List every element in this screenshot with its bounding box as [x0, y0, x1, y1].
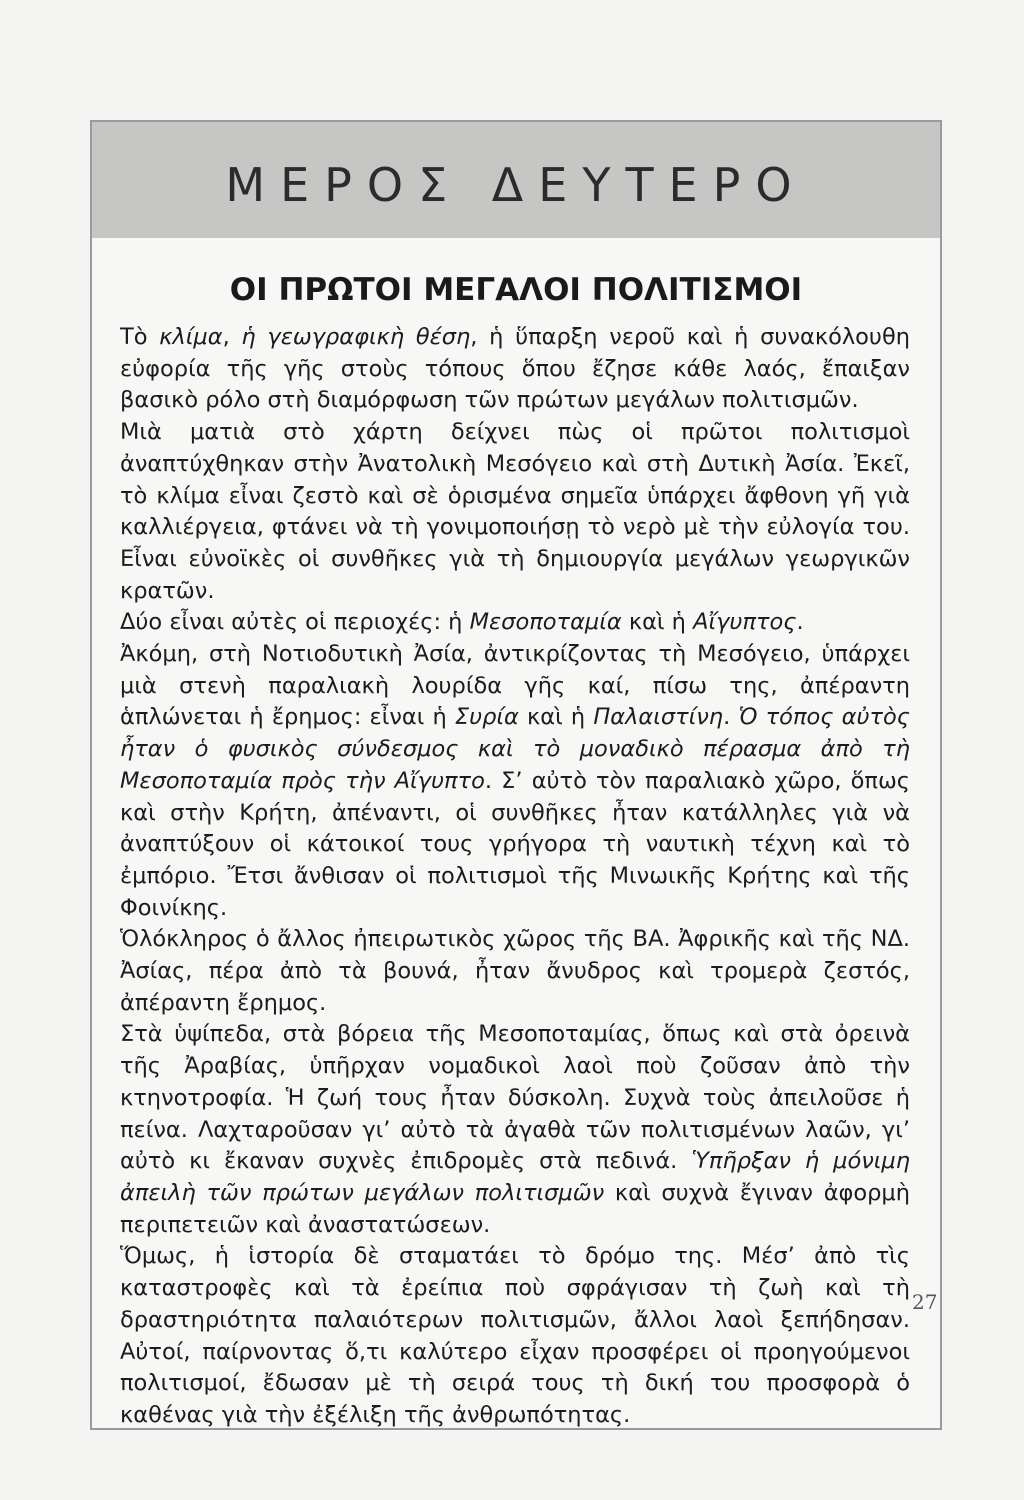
- paragraph: [120, 607, 910, 639]
- paragraph: [120, 1019, 910, 1241]
- emphasized-term: Αἴγυπτος: [693, 609, 797, 636]
- paragraph: [120, 322, 910, 417]
- emphasized-term: Συρία: [454, 704, 519, 731]
- paragraph: [120, 1241, 910, 1431]
- text-run: Δύο εἶναι αὐτὲς οἱ περιοχές: ἡ: [120, 609, 470, 636]
- text-run: , ἡ ὕπαρξη νεροῦ καὶ ἡ συνακόλουθη εὐφορία τῆς γῆς στοὺς τόπους ὅπου ἔζησε κάθε λαός, ἔπαιξαν βασικὸ ρόλο στὴ διαμόρφωση τῶν πρώτων μεγάλων πολιτισμῶν.: [120, 324, 910, 414]
- text-run: .: [796, 609, 804, 636]
- emphasized-term: κλίμα: [159, 324, 223, 350]
- page-number: 27: [912, 1290, 938, 1314]
- emphasized-term: Μεσοποταμία: [469, 609, 622, 636]
- text-run: Ἀκόμη, στὴ Νοτιοδυτικὴ Ἀσία, ἀντικρίζοντας τὴ Μεσόγειο, ὑπάρχει μιὰ στενὴ παραλιακὴ λουρίδα γῆς καί, πίσω της, ἀπέραντη ἁπλώνεται ἡ ἔρημος: εἶναι ἡ: [120, 641, 910, 731]
- emphasized-term: Παλαιστίνη: [593, 704, 724, 731]
- text-run: καὶ ἡ: [518, 704, 594, 731]
- section-header-band: [92, 122, 940, 238]
- text-run: Ὁλόκληρος ὁ ἄλλος ἠπειρωτικὸς χῶρος τῆς ΒΑ. Ἀφρικῆς καὶ τῆς ΝΔ. Ἀσίας, πέρα ἀπὸ τὰ βουνά, ἦταν ἄνυδρος καὶ τρομερὰ ζεστός, ἀπέραντη ἔρημος.: [120, 926, 910, 1016]
- text-run: Ὅμως, ἡ ἱστορία δὲ σταματάει τὸ δρόμο της. Μέσ’ ἀπὸ τὶς καταστροφὲς καὶ τὰ ἐρείπια ποὺ σφράγισαν τὴ ζωὴ καὶ τὴ δραστηριότητα παλαιότερων πολιτισμῶν, ἄλλοι λαοὶ ξεπήδησαν. Αὐτοί, παίρνοντας ὅ,τι καλύτερο εἶχαν προσφέρει οἱ προηγούμενοι πολιτισμοί, ἔδωσαν μὲ τὴ σειρά τους τὴ δική του προσφορὰ ὁ καθένας γιὰ τὴν ἐξέλιξη τῆς ἀνθρωπότητας.: [120, 1243, 910, 1428]
- chapter-title: ΟΙ ΠΡΩΤΟΙ ΜΕΓΑΛΟΙ ΠΟΛΙΤΙΣΜΟΙ: [229, 272, 803, 308]
- text-run: Τὸ: [120, 324, 160, 350]
- text-run: ,: [222, 324, 242, 350]
- text-box: [90, 120, 942, 1430]
- text-run: καὶ ἡ: [621, 609, 694, 636]
- section-title: ΜΕΡΟΣ ΔΕΥΤΕΡΟ: [225, 158, 807, 212]
- paragraph: [120, 417, 910, 607]
- emphasized-term: ἡ γεωγραφικὴ θέση: [241, 324, 471, 350]
- text-run: . Σ’ αὐτὸ τὸν παραλιακὸ χῶρο, ὅπως καὶ στὴν Κρήτη, ἀπέναντι, οἱ συνθῆκες ἦταν κατάλληλες γιὰ νὰ ἀναπτύξουν οἱ κάτοικοί τους γρήγορα τὴ ναυτικὴ τέχνη καὶ τὸ ἐμπόριο. Ἔτσι ἄνθισαν οἱ πολιτισμοὶ τῆς Μινωικῆς Κρήτης καὶ τῆς Φοινίκης.: [120, 767, 910, 921]
- text-run: Στὰ ὑψίπεδα, στὰ βόρεια τῆς Μεσοποταμίας, ὅπως καὶ στὰ ὀρεινὰ τῆς Ἀραβίας, ὑπῆρχαν νομαδικοὶ λαοὶ ποὺ ζοῦσαν ἀπὸ τὴν κτηνοτροφία. Ἡ ζωή τους ἦταν δύσκολη. Συχνὰ τοὺς ἀπειλοῦσε ἡ πείνα. Λαχταροῦσαν γι’ αὐτὸ τὰ ἀγαθὰ τῶν πολιτισμένων λαῶν, γι’ αὐτὸ κι ἔκαναν συχνὲς ἐπιδρομὲς στὰ πεδινά.: [120, 1021, 910, 1175]
- text-run: Μιὰ ματιὰ στὸ χάρτη δείχνει πὼς οἱ πρῶτοι πολιτισμοὶ ἀναπτύχθηκαν στὴν Ἀνατολικὴ Μεσόγειο καὶ στὴ Δυτικὴ Ἀσία. Ἐκεῖ, τὸ κλίμα εἶναι ζεστὸ καὶ σὲ ὁρισμένα σημεῖα ὑπάρχει ἄφθονη γῆ γιὰ καλλιέργεια, φτάνει νὰ τὴ γονιμοποιήσῃ τὸ νερὸ μὲ τὴν εὐλογία του. Εἶναι εὐνοϊκὲς οἱ συνθῆκες γιὰ τὴ δημιουργία μεγάλων γεωργικῶν κρατῶν.: [120, 419, 910, 604]
- body-text: [120, 322, 910, 1432]
- emphasized-term: Ὑπῆρξαν ἡ μόνιμη ἀπειλὴ τῶν πρώτων μεγάλων πολιτισμῶν: [120, 1148, 910, 1206]
- paragraph: [120, 924, 910, 1019]
- text-run: .: [723, 704, 739, 731]
- emphasized-term: Ὁ τόπος αὐτὸς ἦταν ὁ φυσικὸς σύνδεσμος καὶ τὸ μοναδικὸ πέρασμα ἀπὸ τὴ Μεσοποταμία πρὸς τὴν Αἴγυπτο: [120, 704, 910, 794]
- paragraph: [120, 639, 910, 924]
- text-run: καὶ συχνὰ ἔγιναν ἀφορμὴ περιπετειῶν καὶ ἀναστατώσεων.: [120, 1179, 910, 1238]
